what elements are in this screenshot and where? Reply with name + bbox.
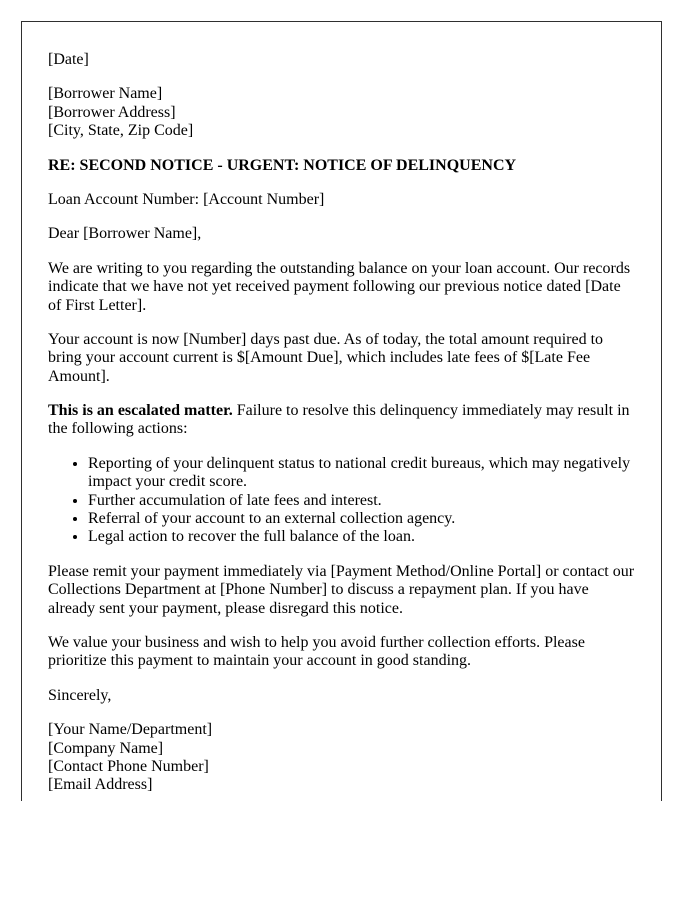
recipient-name: [Borrower Name]	[48, 85, 163, 103]
paragraph-escalation	[48, 402, 635, 439]
paragraph-value-business: We value your business and wish to help you avoid further collection efforts. Please prioritize this payment to maintain your account in good standing.	[48, 633, 585, 670]
date-line: [Date]	[48, 51, 89, 68]
paragraph-remit-payment: Please remit your payment immediately via [Payment Method/Online Portal] or contact our Collections Department at [Phone Number] to discuss a repayment plan. If you have already sent your payment, please disregard this notice.	[48, 562, 635, 617]
signature-name-department: [Your Name/Department]	[48, 721, 213, 739]
letter-page	[21, 21, 662, 801]
list-item-legal-action: • Legal action to recover the full balance of the loan.	[88, 528, 635, 546]
signature-company-name: [Company Name]	[48, 739, 164, 757]
list-item-collection-agency: • Referral of your account to an external collection agency.	[88, 510, 635, 528]
consequences-list	[48, 455, 635, 547]
closing: Sincerely,	[48, 686, 112, 704]
escalation-rest-text: Failure to resolve this delinquency immediately may result in the following actions:	[48, 402, 630, 438]
account-number-line: Loan Account Number: [Account Number]	[48, 190, 325, 208]
list-item-late-fees: • Further accumulation of late fees and interest.	[88, 492, 635, 510]
recipient-city-state-zip: [City, State, Zip Code]	[48, 122, 194, 140]
recipient-address: [Borrower Address]	[48, 103, 176, 121]
escalation-bold-text: This is an escalated matter.	[48, 402, 233, 420]
salutation: Dear [Borrower Name],	[48, 225, 202, 243]
paragraph-balance-notice: We are writing to you regarding the outstanding balance on your loan account. Our records indicate that we have not yet received payment following our previous notice dated [Date of First Letter].	[48, 259, 631, 314]
signature-email-address: [Email Address]	[48, 776, 153, 794]
subject-line: RE: SECOND NOTICE - URGENT: NOTICE OF DELINQUENCY	[48, 156, 517, 174]
signature-block	[48, 721, 635, 795]
recipient-block	[48, 85, 635, 140]
list-item-credit-bureaus: • Reporting of your delinquent status to national credit bureaus, which may negatively impact your credit score.	[88, 455, 635, 492]
paragraph-amount-due: Your account is now [Number] days past due. As of today, the total amount required to bring your account current is $[Amount Due], which includes late fees of $[Late Fee Amount].	[48, 330, 604, 385]
signature-phone-number: [Contact Phone Number]	[48, 757, 209, 775]
